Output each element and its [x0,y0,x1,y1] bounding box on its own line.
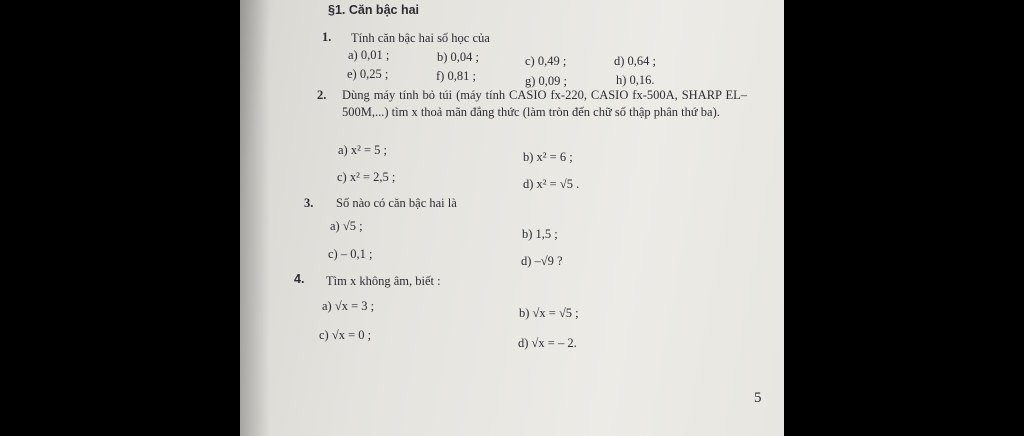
section-title: §1. Căn bậc hai [328,3,420,17]
exercise-1-item-c: c) 0,49 ; [525,54,567,68]
exercise-3-prompt: Số nào có căn bậc hai là [336,196,457,210]
exercise-1-prompt: Tính căn bậc hai số học của [351,31,490,45]
exercise-1-item-a: a) 0,01 ; [348,48,390,62]
exercise-1-number: 1. [322,30,332,44]
exercise-1-item-g: g) 0,09 ; [525,74,568,88]
exercise-1-item-d: d) 0,64 ; [614,54,657,68]
exercise-2-item-d: d) x² = √5 . [523,177,580,191]
exercise-2-item-c: c) x² = 2,5 ; [337,170,396,184]
exercise-4-item-a: a) √x = 3 ; [322,299,375,313]
exercise-3-item-b: b) 1,5 ; [522,227,558,241]
exercise-2-prompt: Dùng máy tính bỏ túi (máy tính CASIO fx-220, CASIO fx-500A, SHARP EL–500M,...) tìm x thoả mãn đẳng thức (làm tròn đến chữ số thập phân thứ ba). [342,88,747,119]
exercise-4-item-c: c) √x = 0 ; [319,328,372,342]
exercise-4-number: 4. [294,272,305,286]
exercise-1-item-b: b) 0,04 ; [437,50,480,64]
exercise-3-item-a: a) √5 ; [330,219,363,233]
exercise-4-prompt: Tìm x không âm, biết : [326,274,441,288]
exercise-1-item-h: h) 0,16. [616,73,655,87]
exercise-3-item-c: c) – 0,1 ; [328,247,373,261]
exercise-1-item-f: f) 0,81 ; [436,69,476,83]
textbook-page [240,0,784,436]
exercise-3-number: 3. [304,196,314,210]
exercise-2-number: 2. [317,88,327,102]
page-gutter-shadow [240,0,270,436]
page-number: 5 [754,390,762,406]
exercise-4-item-d: d) √x = – 2. [518,336,577,350]
exercise-2-item-b: b) x² = 6 ; [523,150,573,164]
exercise-3-item-d: d) –√9 ? [521,254,563,268]
exercise-2-item-a: a) x² = 5 ; [338,143,387,157]
exercise-1-item-e: e) 0,25 ; [347,67,389,81]
exercise-4-item-b: b) √x = √5 ; [519,306,579,320]
